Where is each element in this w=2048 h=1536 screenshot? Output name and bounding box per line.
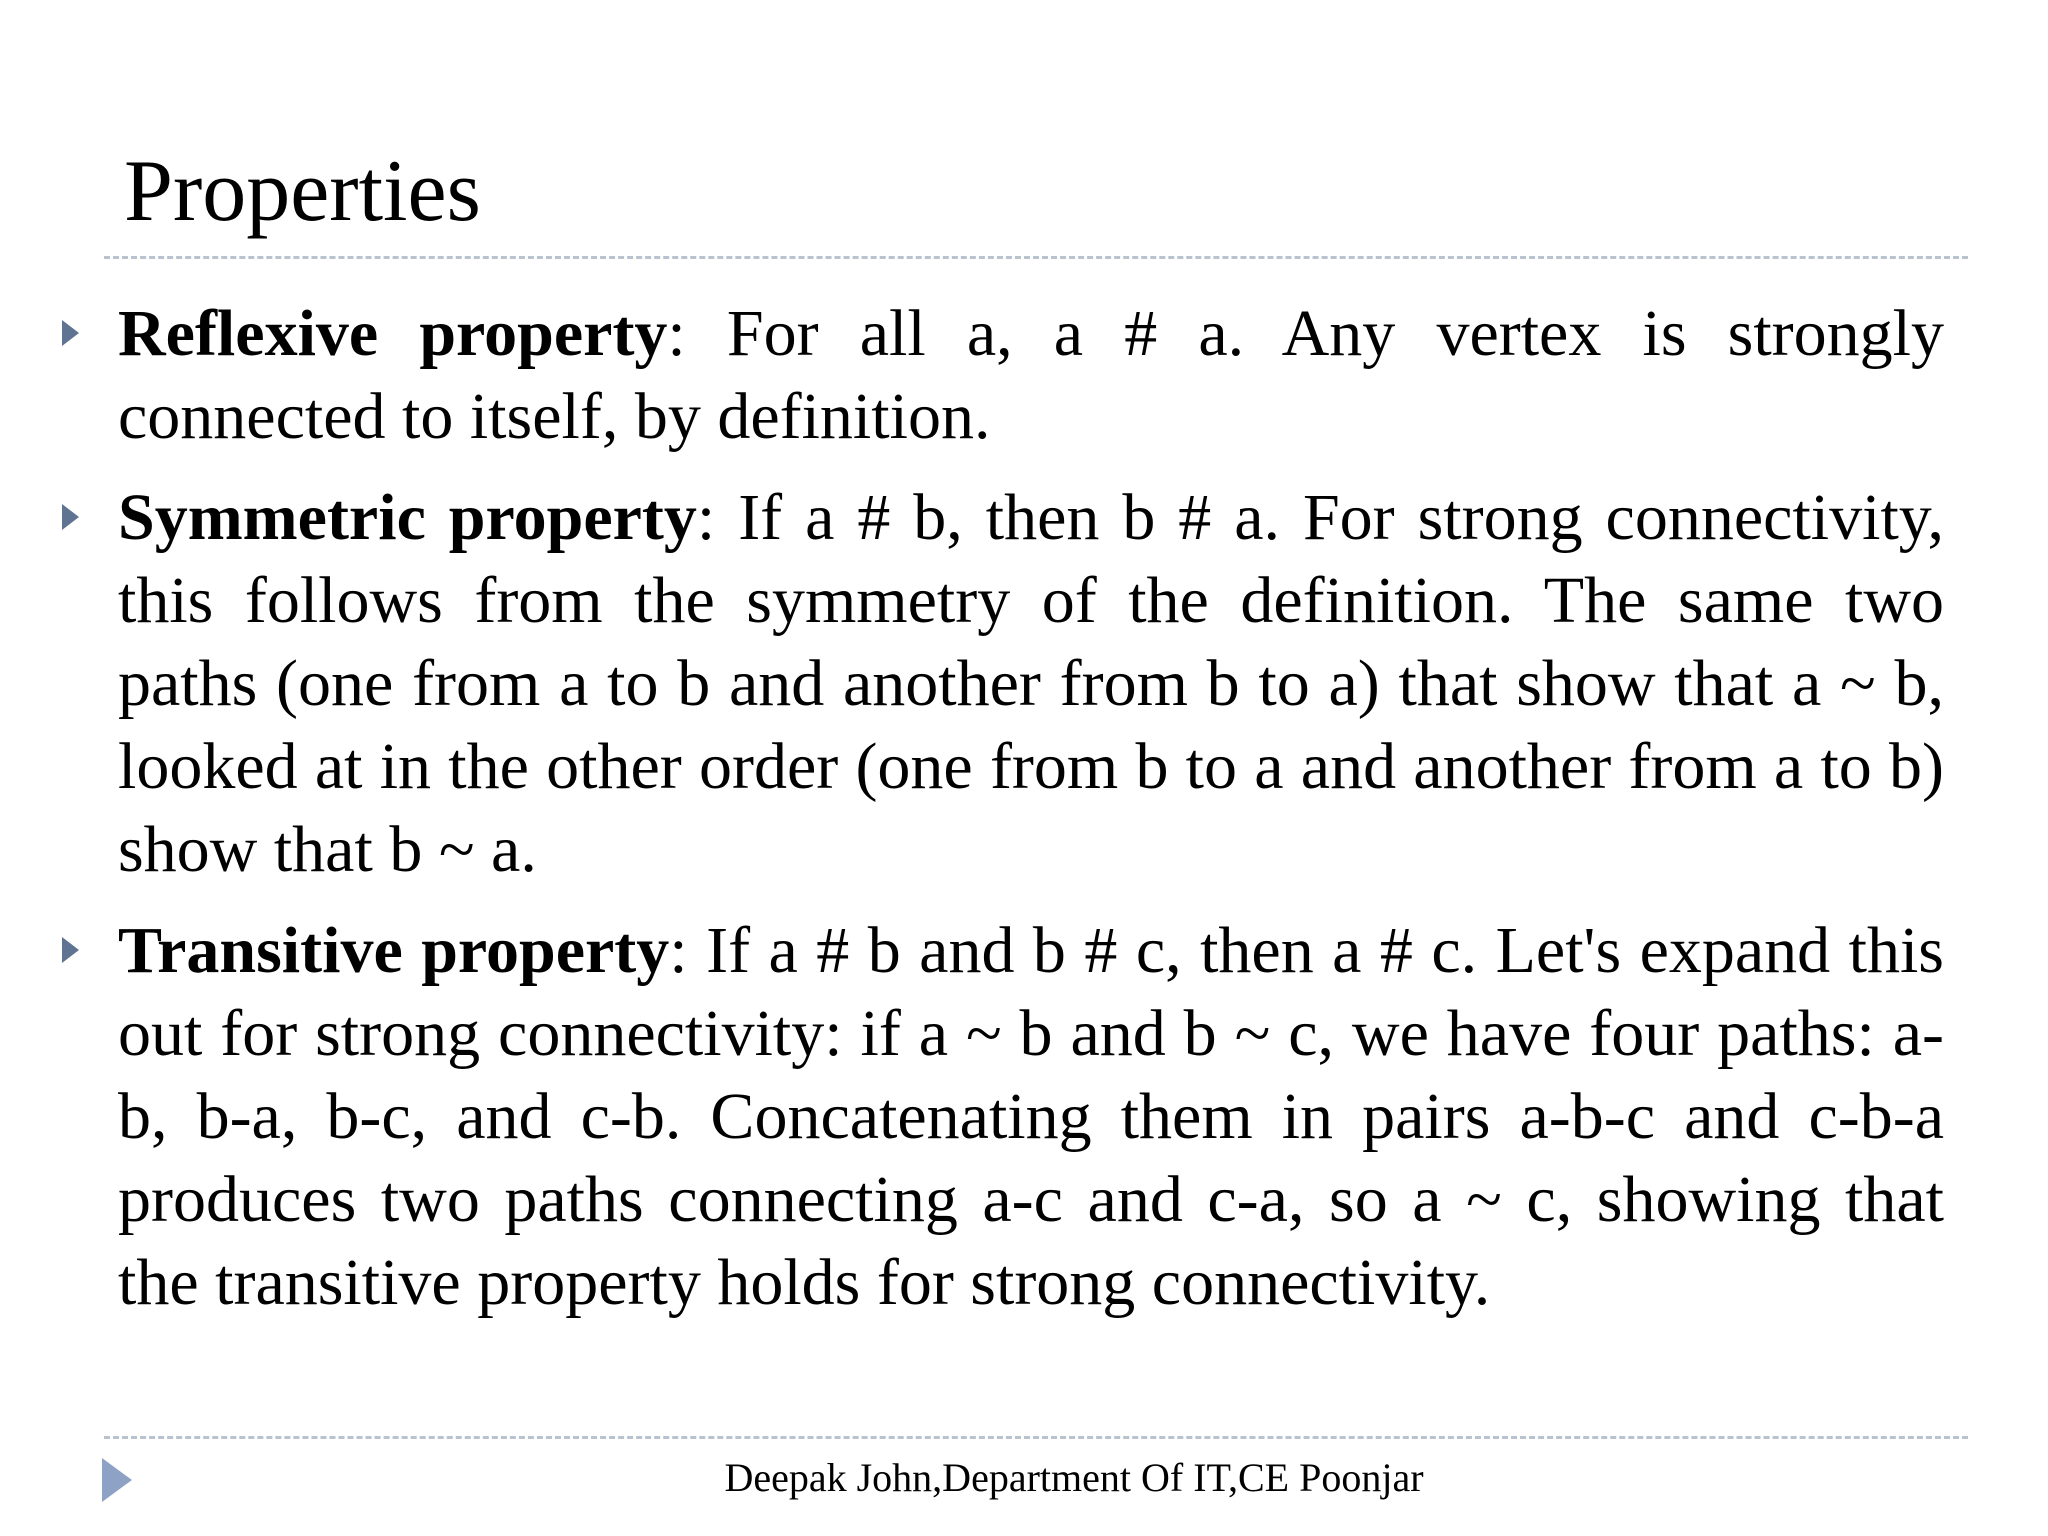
bullet-text: : For all a, a # a. Any vertex is strongly connected to itself, by definition. bbox=[118, 297, 1944, 453]
bullet-text: : If a # b, then b # a. For strong connectivity, this follows from the symmetry of the definition. The same two paths (one from a to b and another from b to a) that show that a ~ b, looked at in the other order (one from b to a and another from a to b) show that b ~ a. bbox=[118, 481, 1945, 886]
bullet-transitive bbox=[118, 909, 1944, 1324]
title-divider bbox=[104, 256, 1968, 259]
bullet-symmetric bbox=[118, 476, 1944, 891]
slide-title: Properties bbox=[124, 143, 481, 240]
bullet-term: Transitive property bbox=[118, 914, 670, 987]
triangle-right-icon bbox=[62, 504, 79, 530]
bullet-text: : If a # b and b # c, then a # c. Let's expand this out for strong connectivity: if a ~ b and b ~ c, we have four paths: a-b, b-a, b-c, and c-b. Concatenating them in pairs a-b-c and c-b-a produces two paths connecting a-c and c-a, so a ~ c, showing that the transitive property holds for strong connectivity. bbox=[118, 914, 1944, 1319]
footer-divider bbox=[104, 1436, 1968, 1439]
bullet-term: Symmetric property bbox=[118, 481, 697, 554]
bullet-reflexive bbox=[118, 292, 1944, 458]
triangle-right-icon bbox=[62, 937, 79, 963]
bullet-term: Reflexive property bbox=[118, 297, 668, 370]
footer-credit: Deepak John,Department Of IT,CE Poonjar bbox=[724, 1455, 1424, 1500]
bullet-list bbox=[118, 292, 1944, 1342]
triangle-right-icon bbox=[62, 320, 79, 346]
